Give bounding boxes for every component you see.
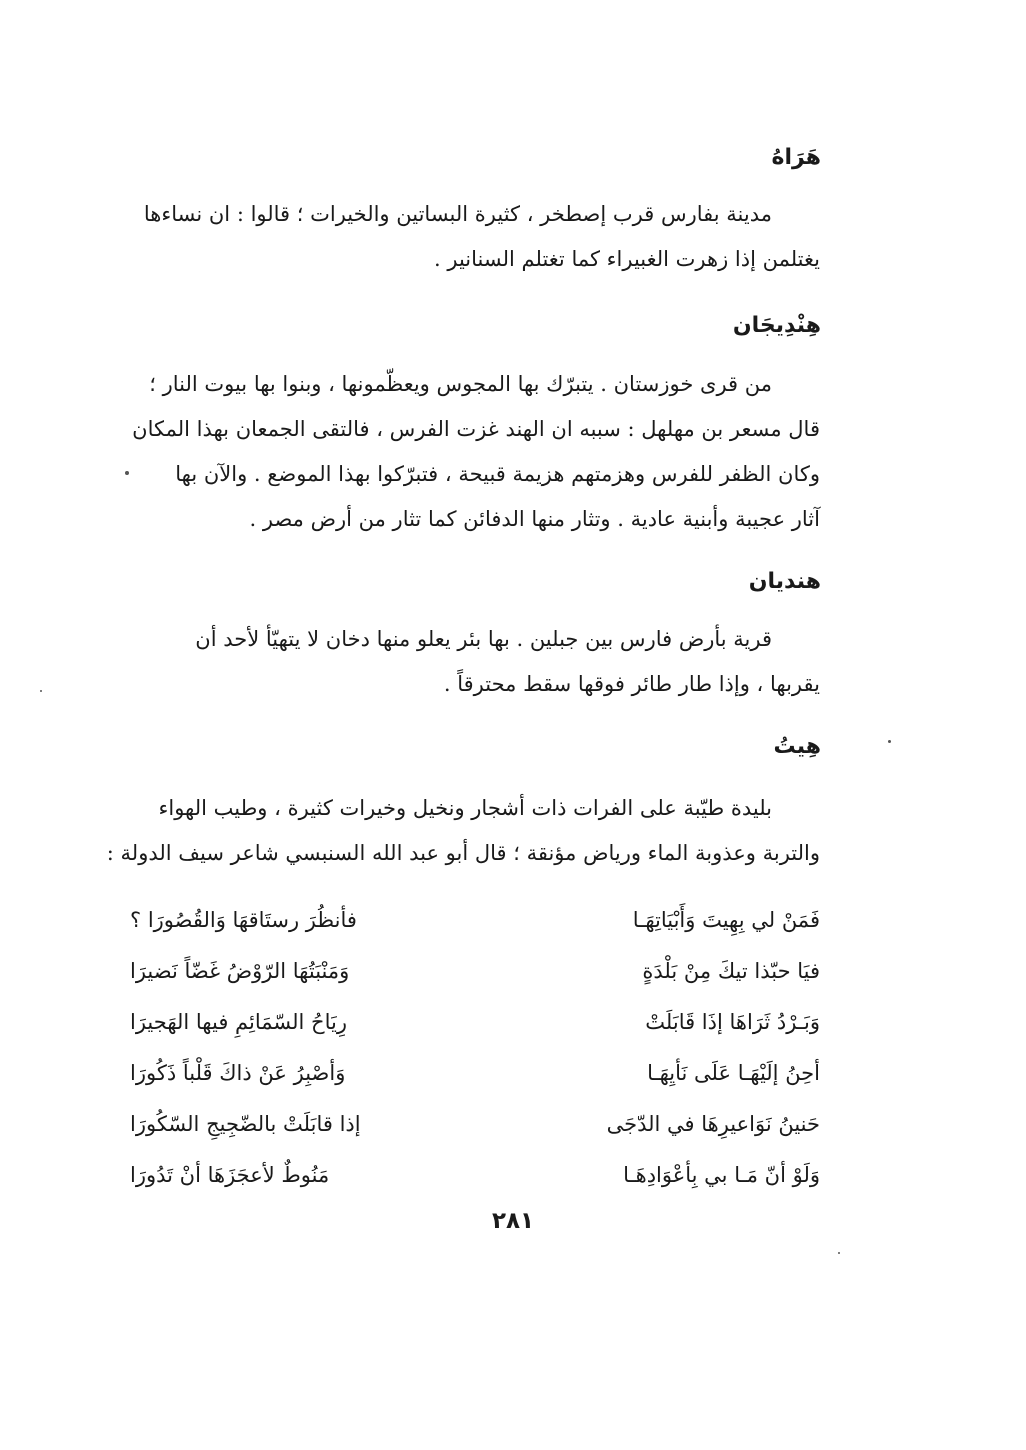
scan-speck xyxy=(125,471,129,475)
verse-first-hemistich: وَبَـرْدُ ثَرَاهَا إذَا قَابَلَتْ xyxy=(645,1010,820,1034)
entry-title-hindijan: هِنْدِيجَان xyxy=(732,313,821,338)
poem-verse xyxy=(130,895,820,946)
text-line: والتربة وعذوبة الماء ورياض مؤنقة ؛ قال أبو عبد الله السنبسي شاعر سيف الدولة : xyxy=(106,841,820,865)
verse-first-hemistich: فيَا حبّذا تيكَ مِنْ بَلْدَةٍ xyxy=(642,959,820,983)
text-line: وكان الظفر للفرس وهزمتهم هزيمة قبيحة ، فتبرّكوا بهذا الموضع . والآن بها xyxy=(175,462,820,486)
entry-title-harah: هَرَاهُ xyxy=(771,145,821,170)
verse-first-hemistich: وَلَوْ أنّ مَـا بي بِأعْوَادِهَـا xyxy=(623,1163,820,1187)
text-line: من قرى خوزستان . يتبرّك بها المجوس ويعظّمونها ، وبنوا بها بيوت النار ؛ xyxy=(149,372,772,396)
verse-second-hemistich: مَنُوطٌ لأعجَزَهَا أنْ تَدُورَا xyxy=(130,1163,330,1187)
verse-second-hemistich: إذا قابَلَتْ بالضّجِيجِ السّكُورَا xyxy=(130,1112,361,1136)
verse-first-hemistich: أحِنُ إلَيْهَـا عَلَى نَأيِهَـا xyxy=(647,1061,820,1085)
poem-verse xyxy=(130,1099,820,1150)
poem-verse xyxy=(130,1048,820,1099)
poem-verse xyxy=(130,1150,820,1201)
entry-text-hindiyan xyxy=(120,617,820,707)
text-line: يقربها ، وإذا طار طائر فوقها سقط محترقاً . xyxy=(443,672,820,696)
verse-first-hemistich: فَمَنْ لي بِهِيتَ وَأَبْيَاتِهَـا xyxy=(632,908,820,932)
text-line: قرية بأرض فارس بين جبلين . بها بئر يعلو منها دخان لا يتهيّأ لأحد أن xyxy=(195,627,772,651)
entry-title-hindiyan: هنديان xyxy=(748,569,821,594)
text-line: بليدة طيّبة على الفرات ذات أشجار ونخيل وخيرات كثيرة ، وطيب الهواء xyxy=(158,796,772,820)
poem xyxy=(130,895,820,1201)
poem-verse xyxy=(130,997,820,1048)
scan-speck xyxy=(838,1252,840,1254)
poem-verse xyxy=(130,946,820,997)
scan-speck xyxy=(888,740,891,743)
verse-second-hemistich: وَمَنْبَتُهَا الرّوْضُ غَضّاً نَضيرَا xyxy=(130,959,350,983)
text-line: آثار عجيبة وأبنية عادية . وتثار منها الدفائن كما تثار من أرض مصر . xyxy=(249,507,820,531)
verse-second-hemistich: رِيَاحُ السّمَائِمِ فيها الهَجيرَا xyxy=(130,1010,347,1034)
verse-second-hemistich: فأنظُرَ رستَاقهَا وَالقُصُورَا ؟ xyxy=(130,908,357,932)
text-line: يغتلمن إذا زهرت الغبيراء كما تغتلم السنانير . xyxy=(434,247,820,271)
entry-text-harah xyxy=(120,192,820,282)
entry-text-hindijan xyxy=(120,362,820,542)
entry-title-hit: هِيتُ xyxy=(773,734,821,759)
verse-first-hemistich: حَنينُ نَوَاعيرِهَا في الدّجَى xyxy=(606,1112,820,1136)
scan-speck xyxy=(40,690,42,692)
page-number: ٢٨١ xyxy=(491,1208,535,1234)
text-line: مدينة بفارس قرب إصطخر ، كثيرة البساتين والخيرات ؛ قالوا : ان نساءها xyxy=(143,202,772,226)
entry-text-hit xyxy=(106,786,820,876)
verse-second-hemistich: وَأصْبِرُ عَنْ ذاكَ قَلْباً ذَكُورَا xyxy=(130,1061,346,1085)
text-line: قال مسعر بن مهلهل : سببه ان الهند غزت الفرس ، فالتقى الجمعان بهذا المكان xyxy=(132,417,820,441)
